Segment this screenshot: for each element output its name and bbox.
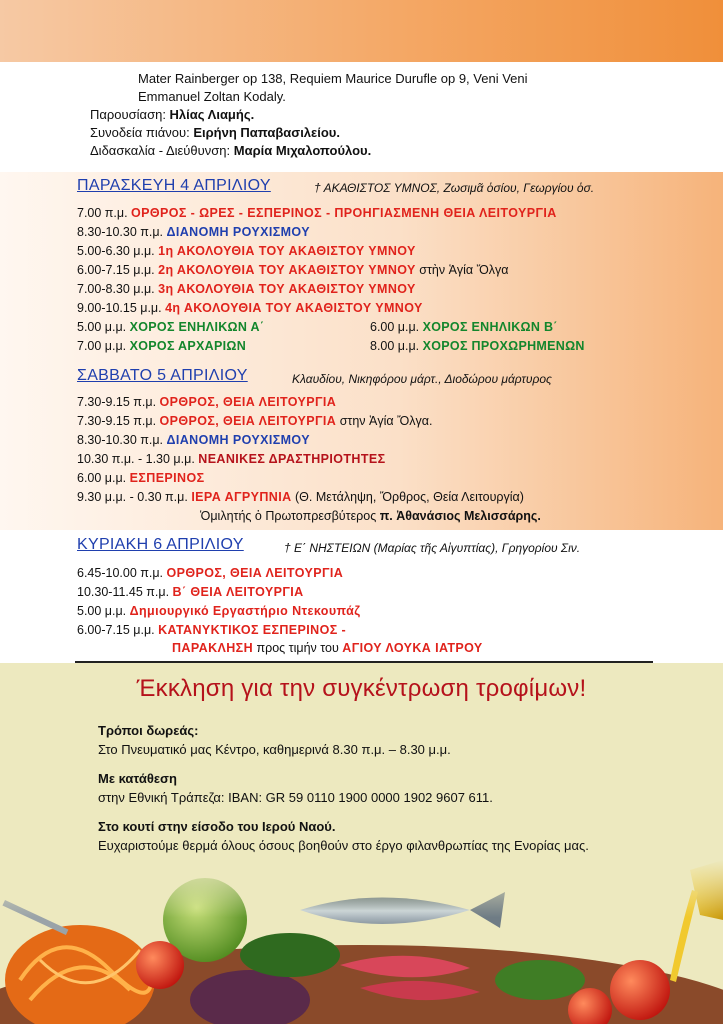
schedule-entry: ΠΑΡΑΚΛΗΣΗ προς τιμήν του ΑΓΙΟΥ ΛΟΥΚΑ ΙΑΤΡΟΥ [172, 641, 483, 655]
food-illustration [0, 860, 723, 1024]
schedule-entry: 6.00-7.15 μ.μ. 2η ΑΚΟΛΟΥΘΙΑ ΤΟΥ ΑΚΑΘΙΣΤΟΥ ΥΜΝΟΥ στὴν Ἁγία Ὄλγα [77, 263, 509, 277]
schedule-entry: 10.30 π.μ. - 1.30 μ.μ. ΝΕΑΝΙΚΕΣ ΔΡΑΣΤΗΡΙΟΤΗΤΕΣ [77, 452, 386, 466]
schedule-entry: 8.00 μ.μ. ΧΟΡΟΣ ΠΡΟΧΩΡΗΜΕΝΩΝ [370, 339, 585, 353]
music-program [138, 70, 698, 106]
schedule-entry: 9.30 μ.μ. - 0.30 π.μ. ΙΕΡΑ ΑΓΡΥΠΝΙΑ (Θ. Μετάληψη, Ὄρθρος, Θεία Λειτουργία) [77, 490, 524, 504]
director-name: Μαρία Μιχαλοπούλου. [233, 143, 372, 158]
presenter-name: Ηλίας Λιαμής. [169, 107, 255, 122]
sunday-section [0, 530, 723, 661]
friday-feast: † ΑΚΑΘΙΣΤΟΣ ΥΜΝΟΣ, Ζωσιμᾶ ὁσίου, Γεωργίου ὁσ. [314, 181, 595, 195]
concert-credits [0, 62, 723, 172]
schedule-entry: 5.00 μ.μ. ΧΟΡΟΣ ΕΝΗΛΙΚΩΝ Α΄ [77, 320, 265, 334]
schedule-entry: 5.00 μ.μ. Δημιουργικό Εργαστήριο Ντεκουπάζ [77, 604, 361, 618]
saturday-feast: Κλαυδίου, Νικηφόρου μάρτ., Διοδώρου μάρτυρος [292, 372, 552, 386]
presenter-line [90, 106, 254, 124]
thanks-text: Ευχαριστούμε θερμά όλους όσους βοηθούν στο έργο φιλανθρωπίας της Ενορίας μας. [98, 838, 589, 853]
schedule-entry: 7.00 π.μ. ΟΡΘΡΟΣ - ΩΡΕΣ - ΕΣΠΕΡΙΝΟΣ - ΠΡΟΗΓΙΑΣΜΕΝΗ ΘΕΙΑ ΛΕΙΤΟΥΡΓΙΑ [77, 206, 557, 220]
sunday-feast: † Ε΄ ΝΗΣΤΕΙΩΝ (Μαρίας τῆς Αἰγυπτίας), Γρηγορίου Σιν. [284, 541, 581, 555]
speaker-line: Ὁμιλητής ὁ Πρωτοπρεσβύτερος π. Ἀθανάσιος Μελισσάρης. [200, 509, 541, 523]
schedule-entry: 8.30-10.30 π.μ. ΔΙΑΝΟΜΗ ΡΟΥΧΙΣΜΟΥ [77, 225, 310, 239]
schedule-entry: 6.00 μ.μ. ΕΣΠΕΡΙΝΟΣ [77, 471, 205, 485]
director-line [90, 142, 371, 160]
music-line-2: Emmanuel Zoltan Kodaly. [138, 89, 286, 104]
music-line-1: Mater Rainberger op 138, Requiem Maurice Durufle op 9, Veni Veni [138, 71, 528, 86]
ways-label: Τρόποι δωρεάς: [98, 723, 199, 738]
piano-line [90, 124, 340, 142]
schedule-entry: 6.45-10.00 π.μ. ΟΡΘΡΟΣ, ΘΕΙΑ ΛΕΙΤΟΥΡΓΙΑ [77, 566, 344, 580]
schedule-entry: 8.30-10.30 π.μ. ΔΙΑΝΟΜΗ ΡΟΥΧΙΣΜΟΥ [77, 433, 310, 447]
schedule-entry: 7.30-9.15 π.μ. ΟΡΘΡΟΣ, ΘΕΙΑ ΛΕΙΤΟΥΡΓΙΑ στην Ἁγία Ὄλγα. [77, 414, 433, 428]
top-fade [0, 860, 723, 1024]
schedule-entry: 10.30-11.45 π.μ. Β΄ ΘΕΙΑ ΛΕΙΤΟΥΡΓΙΑ [77, 585, 304, 599]
schedule-entry: 6.00 μ.μ. ΧΟΡΟΣ ΕΝΗΛΙΚΩΝ Β΄ [370, 320, 558, 334]
schedule-entry: 7.00 μ.μ. ΧΟΡΟΣ ΑΡΧΑΡΙΩΝ [77, 339, 247, 353]
sunday-title: ΚΥΡΙΑΚΗ 6 ΑΠΡΙΛΙΟΥ [77, 536, 244, 553]
top-decorative-band [0, 0, 723, 62]
presenter-label: Παρουσίαση: [90, 107, 170, 122]
piano-name: Ειρήνη Παπαβασιλείου. [193, 125, 340, 140]
schedule-entry: 6.00-7.15 μ.μ. ΚΑΤΑΝΥΚΤΙΚΟΣ ΕΣΠΕΡΙΝΟΣ - [77, 623, 347, 637]
deposit-label: Με κατάθεση [98, 771, 177, 786]
appeal-title: Έκκληση για την συγκέντρωση τροφίμων! [136, 675, 587, 702]
schedule-entry: 9.00-10.15 μ.μ. 4η ΑΚΟΛΟΥΘΙΑ ΤΟΥ ΑΚΑΘΙΣΤΟΥ ΥΜΝΟΥ [77, 301, 423, 315]
deposit-text: στην Εθνική Τράπεζα: IBAN: GR 59 0110 1900 0000 1902 9607 611. [98, 790, 493, 805]
friday-section [0, 172, 723, 362]
schedule-entry: 5.00-6.30 μ.μ. 1η ΑΚΟΛΟΥΘΙΑ ΤΟΥ ΑΚΑΘΙΣΤΟΥ ΥΜΝΟΥ [77, 244, 416, 258]
saturday-section [0, 362, 723, 530]
saturday-title: ΣΑΒΒΑΤΟ 5 ΑΠΡΙΛΙΟΥ [77, 367, 248, 384]
schedule-entry: 7.30-9.15 π.μ. ΟΡΘΡΟΣ, ΘΕΙΑ ΛΕΙΤΟΥΡΓΙΑ [77, 395, 337, 409]
friday-title: ΠΑΡΑΣΚΕΥΗ 4 ΑΠΡΙΛΙΟΥ [77, 177, 271, 194]
food-illustration-svg [0, 860, 723, 1024]
piano-label: Συνοδεία πιάνου: [90, 125, 194, 140]
ways-text: Στο Πνευματικό μας Κέντρο, καθημερινά 8.30 π.μ. – 8.30 μ.μ. [98, 742, 451, 757]
schedule-entry: 7.00-8.30 μ.μ. 3η ΑΚΟΛΟΥΘΙΑ ΤΟΥ ΑΚΑΘΙΣΤΟΥ ΥΜΝΟΥ [77, 282, 416, 296]
box-label: Στο κουτί στην είσοδο του Ιερού Ναού. [98, 819, 336, 834]
director-label: Διδασκαλία - Διεύθυνση: [90, 143, 234, 158]
